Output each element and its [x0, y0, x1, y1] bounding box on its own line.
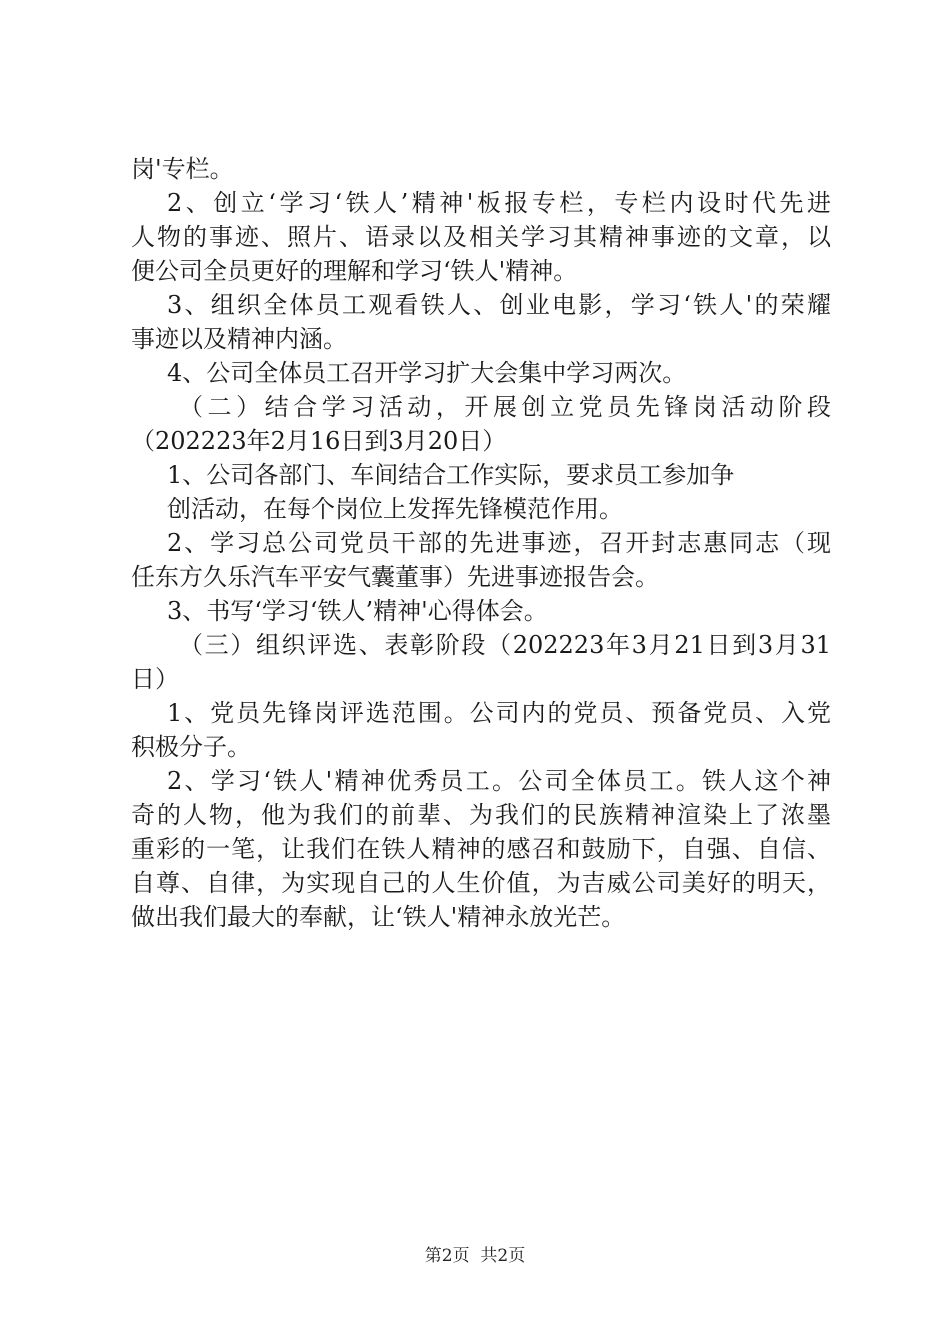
text-line: 日） — [131, 665, 179, 693]
text-line: 人物的事迹、照片、语录以及相关学习其精神事迹的文章，以 — [131, 223, 831, 251]
text-line: （三）组织评选、表彰阶段（202223年3月21日到3月31 — [179, 631, 831, 659]
text-line: 做出我们最大的奉献，让‘铁人'精神永放光芒。 — [131, 903, 626, 931]
text-line: 创活动，在每个岗位上发挥先锋模范作用。 — [167, 495, 623, 523]
text-line: 3、组织全体员工观看铁人、创业电影，学习‘铁人'的荣耀 — [167, 291, 831, 319]
page-number: 第2页 共2页 — [424, 1246, 526, 1266]
text-line: 任东方久乐汽车平安气囊董事）先进事迹报告会。 — [131, 563, 659, 591]
text-line: 奇的人物，他为我们的前辈、为我们的民族精神渲染上了浓墨 — [131, 801, 831, 829]
text-line: 重彩的一笔，让我们在铁人精神的感召和鼓励下，自强、自信、 — [131, 835, 831, 863]
text-line: 2、学习总公司党员干部的先进事迹，召开封志惠同志（现 — [167, 529, 831, 557]
text-line: 1、公司各部门、车间结合工作实际，要求员工参加争 — [167, 461, 735, 489]
text-line: 2、学习‘铁人'精神优秀员工。公司全体员工。铁人这个神 — [167, 767, 831, 795]
page-footer — [0, 1244, 950, 1268]
text-line: 自尊、自律，为实现自己的人生价值，为吉威公司美好的明天， — [131, 869, 831, 897]
text-line: 事迹以及精神内涵。 — [131, 325, 347, 353]
text-line: 便公司全员更好的理解和学习‘铁人'精神。 — [131, 257, 578, 285]
text-line: 2、创立‘学习‘铁人’精神'板报专栏，专栏内设时代先进 — [167, 189, 831, 217]
text-line: （二）结合学习活动，开展创立党员先锋岗活动阶段 — [179, 393, 831, 421]
text-line: 岗'专栏。 — [131, 155, 234, 183]
text-line: 积极分子。 — [131, 733, 251, 761]
text-line: 4、公司全体员工召开学习扩大会集中学习两次。 — [167, 359, 687, 387]
text-line: （202223年2月16日到3月20日） — [131, 427, 507, 455]
text-line: 3、书写‘学习‘铁人’精神'心得体会。 — [167, 597, 548, 625]
document-body — [131, 152, 831, 934]
text-line: 1、党员先锋岗评选范围。公司内的党员、预备党员、入党 — [167, 699, 831, 727]
